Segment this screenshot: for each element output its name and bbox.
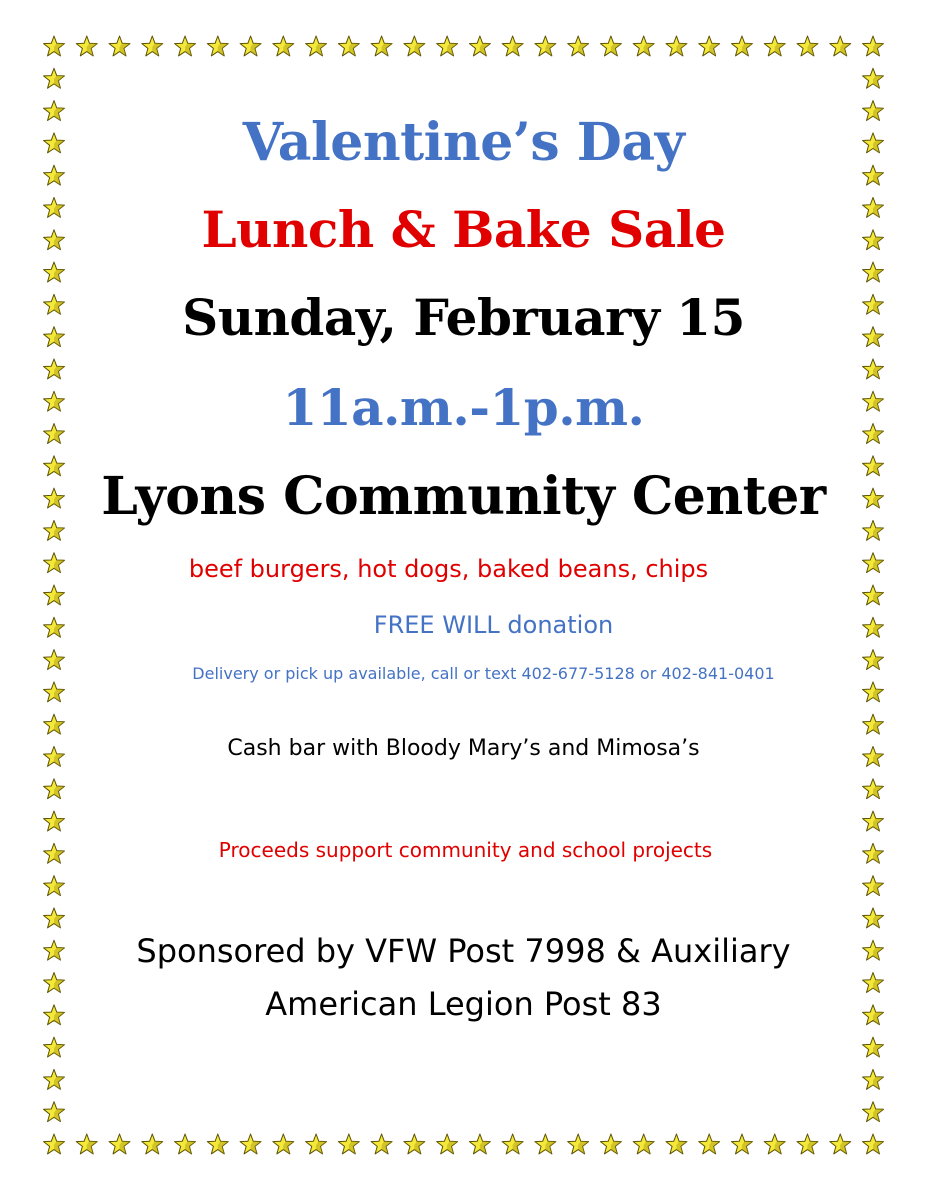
star-icon bbox=[273, 1134, 294, 1154]
star-icon bbox=[469, 36, 490, 56]
star-icon bbox=[633, 36, 654, 56]
star-icon bbox=[44, 1102, 65, 1122]
star-icon bbox=[666, 1134, 687, 1154]
star-icon bbox=[44, 779, 65, 799]
star-icon bbox=[666, 36, 687, 56]
sponsor-line-vfw: Sponsored by VFW Post 7998 & Auxiliary bbox=[136, 932, 791, 970]
title-lunch-bake-sale: Lunch & Bake Sale bbox=[201, 200, 726, 259]
star-icon bbox=[633, 1134, 654, 1154]
star-icon bbox=[863, 811, 884, 831]
star-icon bbox=[863, 36, 884, 56]
star-icon bbox=[338, 36, 359, 56]
event-date: Sunday, February 15 bbox=[182, 288, 745, 347]
star-icon bbox=[863, 1102, 884, 1122]
star-icon bbox=[732, 36, 753, 56]
star-icon bbox=[44, 1037, 65, 1057]
star-icon bbox=[469, 1134, 490, 1154]
star-icon bbox=[863, 1069, 884, 1089]
star-icon bbox=[142, 1134, 163, 1154]
star-icon bbox=[535, 1134, 556, 1154]
star-icon bbox=[44, 585, 65, 605]
star-icon bbox=[863, 585, 884, 605]
star-icon bbox=[764, 1134, 785, 1154]
star-icon bbox=[338, 1134, 359, 1154]
cash-bar-note: Cash bar with Bloody Mary’s and Mimosa’s bbox=[227, 736, 700, 761]
star-icon bbox=[830, 1134, 851, 1154]
star-icon bbox=[600, 1134, 621, 1154]
sponsor-line-legion: American Legion Post 83 bbox=[265, 985, 662, 1023]
star-icon bbox=[797, 36, 818, 56]
star-icon bbox=[404, 1134, 425, 1154]
star-icon bbox=[568, 36, 589, 56]
star-icon bbox=[863, 1037, 884, 1057]
proceeds-note: Proceeds support community and school projects bbox=[218, 838, 713, 862]
star-icon bbox=[142, 36, 163, 56]
star-icon bbox=[863, 779, 884, 799]
star-icon bbox=[797, 1134, 818, 1154]
star-icon bbox=[535, 36, 556, 56]
star-icon bbox=[371, 1134, 392, 1154]
star-icon bbox=[404, 36, 425, 56]
donation-note: FREE WILL donation bbox=[373, 611, 614, 639]
star-icon bbox=[699, 36, 720, 56]
star-icon bbox=[273, 36, 294, 56]
star-icon bbox=[175, 1134, 196, 1154]
star-icon bbox=[732, 1134, 753, 1154]
star-icon bbox=[830, 36, 851, 56]
delivery-note: Delivery or pick up available, call or text 402-677-5128 or 402-841-0401 bbox=[192, 664, 775, 683]
event-venue: Lyons Community Center bbox=[101, 466, 826, 527]
star-icon bbox=[437, 36, 458, 56]
star-icon bbox=[76, 36, 97, 56]
star-icon bbox=[863, 68, 884, 88]
star-icon bbox=[44, 908, 65, 928]
star-icon bbox=[437, 1134, 458, 1154]
star-icon bbox=[600, 36, 621, 56]
star-icon bbox=[863, 359, 884, 379]
star-icon bbox=[568, 1134, 589, 1154]
star-icon bbox=[863, 876, 884, 896]
star-icon bbox=[240, 36, 261, 56]
star-icon bbox=[863, 714, 884, 734]
star-icon bbox=[207, 36, 228, 56]
star-icon bbox=[699, 1134, 720, 1154]
star-icon bbox=[44, 876, 65, 896]
star-icon bbox=[44, 811, 65, 831]
title-valentines-day: Valentine’s Day bbox=[242, 112, 685, 173]
star-icon bbox=[44, 68, 65, 88]
star-icon bbox=[240, 1134, 261, 1154]
star-icon bbox=[44, 714, 65, 734]
star-icon bbox=[863, 262, 884, 282]
star-icon bbox=[175, 36, 196, 56]
star-icon bbox=[207, 1134, 228, 1154]
star-icon bbox=[502, 1134, 523, 1154]
star-icon bbox=[109, 36, 130, 56]
star-icon bbox=[44, 682, 65, 702]
star-icon bbox=[863, 1134, 884, 1154]
star-icon bbox=[502, 36, 523, 56]
star-icon bbox=[44, 36, 65, 56]
star-icon bbox=[863, 908, 884, 928]
star-icon bbox=[863, 682, 884, 702]
star-icon bbox=[44, 1134, 65, 1154]
star-icon bbox=[371, 36, 392, 56]
menu-items: beef burgers, hot dogs, baked beans, chips bbox=[188, 555, 709, 583]
star-icon bbox=[44, 359, 65, 379]
star-icon bbox=[76, 1134, 97, 1154]
star-icon bbox=[306, 36, 327, 56]
star-icon bbox=[764, 36, 785, 56]
event-time: 11a.m.-1p.m. bbox=[282, 378, 645, 437]
star-icon bbox=[44, 262, 65, 282]
star-icon bbox=[109, 1134, 130, 1154]
star-icon bbox=[44, 1069, 65, 1089]
star-icon bbox=[306, 1134, 327, 1154]
